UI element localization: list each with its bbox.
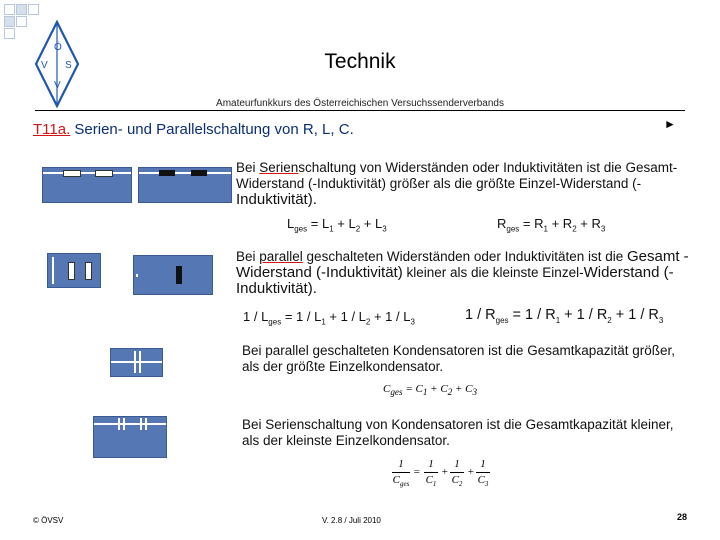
capacitor-plate — [145, 418, 147, 430]
capacitor-plate — [123, 418, 125, 430]
circuit-wire — [111, 361, 162, 363]
series-capacitor-text: Bei Serienschaltung von Kondensatoren ist die Gesamtkapazität kleiner, als der kleinste Einzelkondensator. — [242, 417, 674, 448]
equals-sign: = — [413, 466, 421, 478]
plus-sign: + — [441, 466, 449, 478]
parallel-capacitor-text: Bei parallel geschalteten Kondensatoren ist die Gesamtkapazität größer, als der größte Einzelkondensator. — [242, 343, 676, 374]
slide-heading-text: Serien- und Parallelschaltung von R, L, C. — [70, 121, 354, 138]
next-slide-arrow-icon[interactable]: ► — [664, 117, 676, 131]
series-inductor-circuit — [138, 167, 232, 203]
fraction-denominator: $C_1$ — [425, 474, 437, 489]
capacitor-plate — [139, 351, 141, 373]
formula-series-inductance: $L_{ges} = L_1 + L_2 + L_3$ — [287, 216, 387, 234]
text-fragment: Gesamt -Widerstand (-Induktivität) — [236, 248, 689, 281]
plus-sign: + — [467, 466, 475, 478]
logo-letter-3: S — [65, 60, 72, 71]
fraction-denominator: $C_3$ — [477, 474, 489, 489]
circuit-wire — [136, 274, 138, 277]
parallel-inductor-circuit — [133, 255, 213, 295]
series-capacitor-circuit — [93, 416, 167, 458]
series-resistance-text — [236, 160, 706, 208]
parallel-link[interactable]: parallel — [259, 249, 303, 264]
parallel-resistor-circuit — [47, 253, 101, 288]
footer-version: V. 2.8 / Juli 2010 — [322, 516, 381, 525]
text-fragment: kleiner als die kleinste Einzel- — [402, 265, 584, 280]
fraction-denominator: $C_2$ — [451, 474, 463, 489]
logo-letter-2: V — [41, 60, 48, 71]
logo-letter-4: V — [54, 80, 61, 91]
formula-parallel-inductance: $1 / L_{ges} = 1 / L_1 + 1 / L_2 + 1 / L_3$ — [243, 309, 415, 327]
parallel-resistance-text — [236, 249, 706, 297]
text-fragment: Bei — [236, 249, 260, 264]
fraction-bar — [392, 472, 410, 473]
fraction-numerator: 1 — [454, 458, 460, 470]
footer-copyright: © ÖVSV — [33, 516, 64, 525]
fraction-bar — [450, 472, 464, 473]
circuit-wire — [94, 423, 166, 425]
fraction-bar — [476, 472, 490, 473]
resistor-symbol — [85, 262, 92, 280]
capacitor-plate — [140, 418, 142, 430]
formula-parallel-resistance: $1 / R_{ges} = 1 / R_1 + 1 / R_2 + 1 / R_3$ — [465, 307, 664, 325]
resistor-symbol — [95, 170, 113, 177]
resistor-symbol — [63, 170, 81, 177]
text-fragment: Induktivität). — [236, 191, 317, 208]
fraction-bar — [424, 472, 438, 473]
resistor-symbol — [68, 262, 75, 280]
logo-letter-1: Ö — [54, 42, 62, 53]
slide-heading-number: T11a. — [33, 121, 71, 138]
text-fragment: Bei — [236, 160, 260, 175]
inductor-symbol — [176, 266, 182, 284]
parallel-capacitor-circuit — [110, 348, 163, 377]
text-fragment: schaltung von Widerständen oder Induktivitäten ist die Gesamt-Widerstand (-Induktivität) größer als die größte Einzel-Widerstand (- — [236, 160, 678, 191]
formula-series-capacitance — [392, 458, 492, 494]
fraction-numerator: 1 — [480, 458, 486, 470]
page-number: 28 — [677, 512, 688, 522]
circuit-wire — [139, 172, 231, 174]
fraction-numerator: 1 — [398, 458, 404, 470]
series-link[interactable]: Serien — [259, 160, 299, 175]
page-title: Technik — [324, 50, 396, 73]
formula-parallel-capacitance: $C_{ges} = C_1 + C_2 + C_3$ — [383, 383, 478, 398]
page-subtitle: Amateurfunkkurs des Österreichischen Versuchssenderverbands — [216, 98, 504, 109]
fraction-numerator: 1 — [428, 458, 434, 470]
capacitor-plate — [118, 418, 120, 430]
formula-series-resistance: $R_{ges} = R_1 + R_2 + R_3$ — [497, 216, 606, 234]
capacitor-plate — [134, 351, 136, 373]
series-resistor-circuit-1 — [42, 167, 132, 203]
header-divider — [35, 110, 685, 111]
inductor-symbol — [191, 170, 207, 176]
circuit-wire — [52, 257, 54, 284]
circuit-wire — [43, 172, 131, 174]
slide-heading — [33, 121, 354, 138]
fraction-denominator: $C_{ges}$ — [392, 474, 410, 489]
text-fragment: Widerstand (-Induktivität). — [236, 264, 674, 297]
inductor-symbol — [159, 170, 175, 176]
text-fragment: geschalteten Widerständen oder Induktivitäten ist die — [302, 249, 627, 264]
